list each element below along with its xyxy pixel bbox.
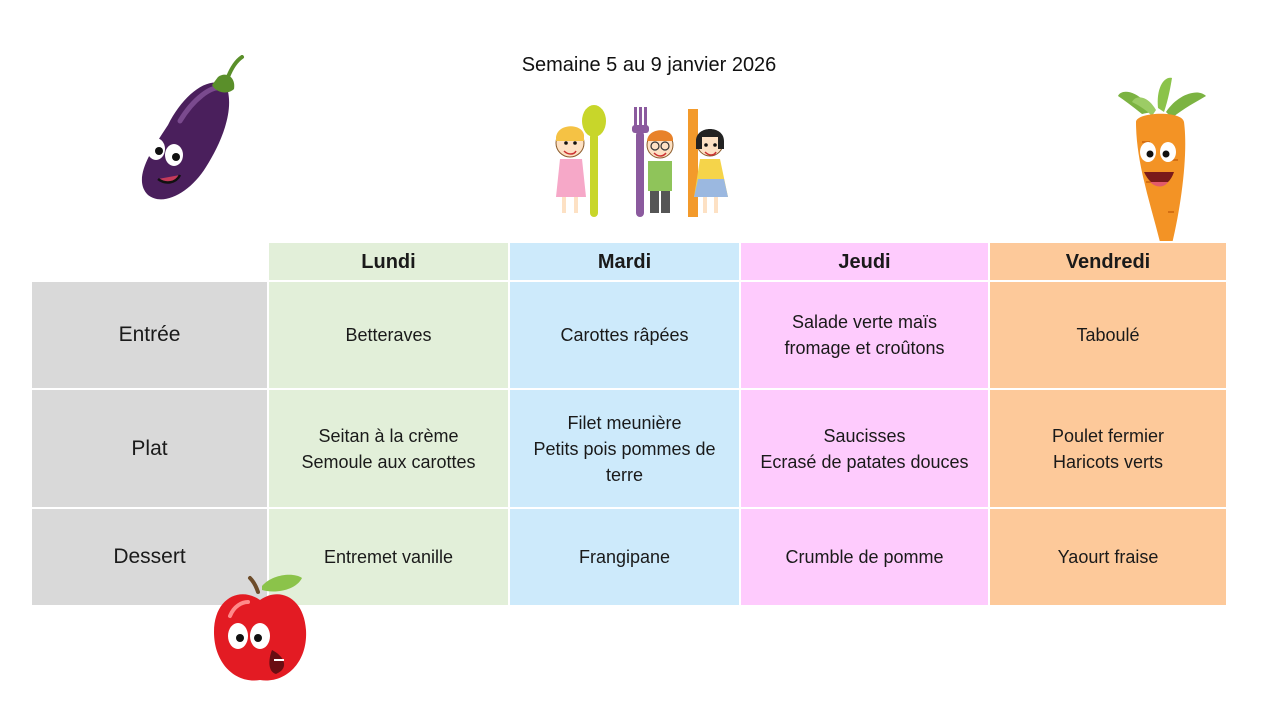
- eggplant-icon: [128, 55, 248, 205]
- dish-text: Carottes râpées: [560, 325, 689, 345]
- table-row: [31, 389, 1227, 508]
- menu-cell: [989, 389, 1227, 508]
- dish-text: Yaourt fraise: [1057, 547, 1159, 567]
- menu-cell: [268, 389, 509, 508]
- header-row: [31, 242, 1227, 281]
- menu-cell: [740, 281, 989, 389]
- menu-cell: [740, 508, 989, 606]
- dish-text: Poulet fermier: [1051, 425, 1165, 446]
- table-row: [31, 281, 1227, 389]
- apple-icon: [210, 572, 310, 688]
- day-header-lundi: Lundi: [268, 242, 509, 281]
- dish-text: Frangipane: [578, 547, 671, 567]
- day-header-mardi: Mardi: [509, 242, 740, 281]
- day-header-vendredi: Vendredi: [989, 242, 1227, 281]
- dish-text: Betteraves: [345, 325, 432, 345]
- menu-cell: [740, 389, 989, 508]
- row-label-entree: Entrée: [31, 281, 268, 389]
- dish-text: Saucisses: [823, 425, 906, 446]
- dish-text: terre: [605, 464, 643, 485]
- day-header-jeudi: Jeudi: [740, 242, 989, 281]
- row-label-plat: Plat: [31, 389, 268, 508]
- dish-text: Entremet vanille: [323, 547, 454, 567]
- dish-text: Semoule aux carottes: [301, 451, 476, 472]
- corner-cell: [31, 242, 268, 281]
- page-title: Semaine 5 au 9 janvier 2026: [521, 54, 777, 76]
- kids-cutlery-icon: [548, 105, 730, 220]
- menu-cell: [509, 389, 740, 508]
- menu-cell: [509, 508, 740, 606]
- menu-table: [30, 241, 1228, 607]
- menu-cell: [989, 281, 1227, 389]
- dish-text: fromage et croûtons: [784, 338, 945, 358]
- menu-cell: [989, 508, 1227, 606]
- row-label-dessert: Dessert: [31, 508, 268, 606]
- dish-text: Ecrasé de patates douces: [760, 451, 969, 472]
- dish-text: Filet meunière: [567, 412, 682, 433]
- dish-text: Salade verte maïs: [791, 312, 938, 332]
- dish-text: Haricots verts: [1052, 451, 1164, 472]
- dish-text: Petits pois pommes de: [533, 438, 716, 459]
- menu-cell: [268, 281, 509, 389]
- dish-text: Crumble de pomme: [785, 547, 944, 567]
- carrot-icon: [1112, 72, 1212, 250]
- menu-cell: [509, 281, 740, 389]
- dish-text: Taboulé: [1076, 325, 1140, 345]
- dish-text: Seitan à la crème: [318, 425, 459, 446]
